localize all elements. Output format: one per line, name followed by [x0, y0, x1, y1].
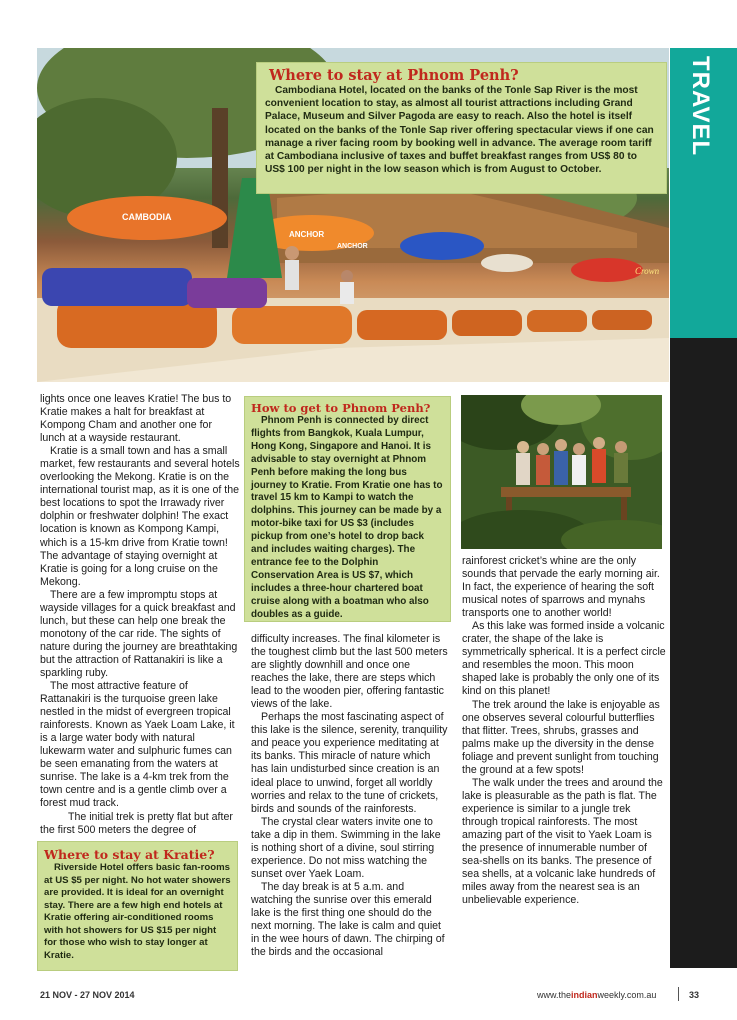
article-paragraph: rainforest cricket’s whine are the only sounds that pervade the early morning air. In fact, the experience of hearing the soft musical notes of sparrows and mynahs transports one to another world!: [462, 555, 660, 620]
photo-trekkers-illustration: [461, 395, 662, 549]
section-tab-label: TRAVEL: [687, 56, 714, 157]
article-column-3: [462, 555, 667, 907]
callout-body: Phnom Penh is connected by direct flights from Bangkok, Kuala Lumpur, Hong Kong, Singapore and Hanoi. It is advisable to stay overnight at Phnom Penh before making the long bus journey to Kratie. From Kratie one has to travel 15 km to Kampi to watch the dolphins. This journey can be made by a motor-bike taxi for US $3 (includes pickup from one’s hotel to drop back and includes waiting charges). The entrance fee to the Dolphin Conservation Area is US $7, which includes a three-hour chartered boat cruise along with a boatman who also doubles as a guide.: [251, 415, 443, 620]
article-paragraph: Perhaps the most fascinating aspect of this lake is the silence, serenity, tranquility and peace you experience meditating at its banks. This miracle of nature which has lain undisturbed since creation is an ideal place to unwind, forget all worldly worries and relax to the tune of crickets, birds and sounds of the rainforests.: [251, 711, 448, 815]
photo-trekkers-group: [461, 395, 662, 549]
footer-divider: [678, 987, 679, 1001]
hero-umbrella-sign-3: ANCHOR: [337, 243, 368, 250]
article-paragraph: The crystal clear waters invite one to take a dip in them. Swimming in the lake is nothing short of a divine, soul stirring experience. Do not miss watching the sunset over Yaek Loam.: [251, 815, 441, 880]
article-paragraph: The trek around the lake is enjoyable as one observes several colourful butterflies that flitter. Trees, shrubs, grasses and palms make up the diversity in the dense foliage and prevent sunlight from touching the ground at a few spots!: [462, 698, 660, 776]
callout-where-to-stay-kratie: [37, 841, 238, 971]
section-tab: [670, 48, 737, 338]
article-paragraph: Kratie is a small town and has a small market, few restaurants and several hotels overlooking the Mekong. Kratie is on the international tourist map, as it is one of the best locations to spot the Irrawady river dolphin or freshwater dolphin! The exact location is known as Kompong Kampi, which is a 15-km drive from Kratie town! The advantage of staying overnight at Kratie is going for a long cruise on the Mekong.: [40, 445, 240, 588]
article-paragraph: lights once one leaves Kratie! The bus to Kratie makes a halt for breakfast at Kompong Cham and another one for lunch at a wayside restaurant.: [40, 393, 232, 445]
callout-title: Where to stay at Kratie?: [44, 847, 215, 862]
page-number: 33: [689, 990, 700, 1000]
article-paragraph: There are a few impromptu stops at wayside villages for a quick breakfast and lunch, but these can help one break the monotony of the car ride. The sights of nature during the journey are breathtaking but the attraction of Rattanakiri is like a sparkling ruby.: [40, 588, 238, 679]
callout-how-to-get-phnom-penh: [244, 396, 451, 622]
footer-url-prefix: www.the: [537, 990, 572, 1000]
article-column-2: [251, 633, 448, 959]
footer-url-suffix: weekly.com.au: [597, 990, 657, 1000]
callout-where-to-stay-phnom-penh: [256, 62, 667, 194]
footer-website-link[interactable]: [537, 990, 656, 1000]
callout-title: Where to stay at Phnom Penh?: [269, 67, 519, 84]
hero-umbrella-sign-4: Crown: [635, 266, 660, 276]
callout-body: Riverside Hotel offers basic fan-rooms at US $5 per night. No hot water showers are provided. It is ideal for an overnight stay. There are a few high end hotels at Kratie offering air-conditioned rooms with hot showers for US $15 per night for those who wish to stay longer at Kratie.: [44, 862, 231, 961]
callout-title: How to get to Phnom Penh?: [251, 401, 431, 415]
hero-umbrella-sign-2: ANCHOR: [289, 230, 325, 239]
footer-date-range: 21 NOV - 27 NOV 2014: [40, 990, 135, 1000]
article-paragraph: The day break is at 5 a.m. and watching the sunrise over this emerald lake is the first thing one should do the next morning. The lake is calm and quiet in the wee hours of dawn. The chirping of the birds and the occasional: [251, 880, 445, 959]
hero-umbrella-sign-1: CAMBODIA: [122, 212, 172, 222]
article-column-1: [40, 393, 240, 837]
article-paragraph: difficulty increases. The final kilometer is the toughest climb but the last 500 meters are slightly downhill and once one reaches the lake, there are steps which lead to the wooden pier, offering fantastic views of the lake.: [251, 633, 448, 711]
callout-body: Cambodiana Hotel, located on the banks of the Tonle Sap River is the most convenient location to stay, as almost all tourist attractions including Grand Palace, Museum and Silver Pagoda are easy to reach. Also the hotel is itself located on the banks of the Tonle Sap river offering spectacular views if one can manage a river facing room by booking well in advance. The average room tariff at Cambodiana inclusive of taxes and buffet breakfast ranges from US$ 80 to US$ 100 per night in the low season which is from August to October.: [265, 85, 654, 176]
footer-url-brand: indian: [571, 990, 598, 1000]
hero-photo-beach: [37, 48, 669, 382]
article-paragraph: The walk under the trees and around the lake is pleasurable as the path is flat. The experience is similar to a jungle trek through tropical rainforests. The most amazing part of the visit to Yaek Loam is the presence of innumerable number of sea-shells on its banks. The presence of sea shells, at a volcanic lake hundreds of miles away from the nearest sea is an unbelievable experience.: [462, 776, 663, 907]
article-paragraph: The most attractive feature of Rattanakiri is the turquoise green lake nestled in the midst of evergreen tropical rainforests. Known as Yaek Loam Lake, it is a large water body with natural lukewarm water and sulphuric fumes can be seen emanating from the waters at sunrise. The lake is a 4-km trek from the town centre and is a gentle climb over a forest mud track.: [40, 680, 235, 810]
section-sidebar-bar: [670, 338, 737, 968]
article-paragraph: As this lake was formed inside a volcanic crater, the shape of the lake is symmetrically spherical. It is a perfect circle and resembles the moon. This moon shaped lake is probably the only one of its kind on this planet!: [462, 620, 666, 698]
article-paragraph: The initial trek is pretty flat but after the first 500 meters the degree of: [40, 810, 233, 836]
